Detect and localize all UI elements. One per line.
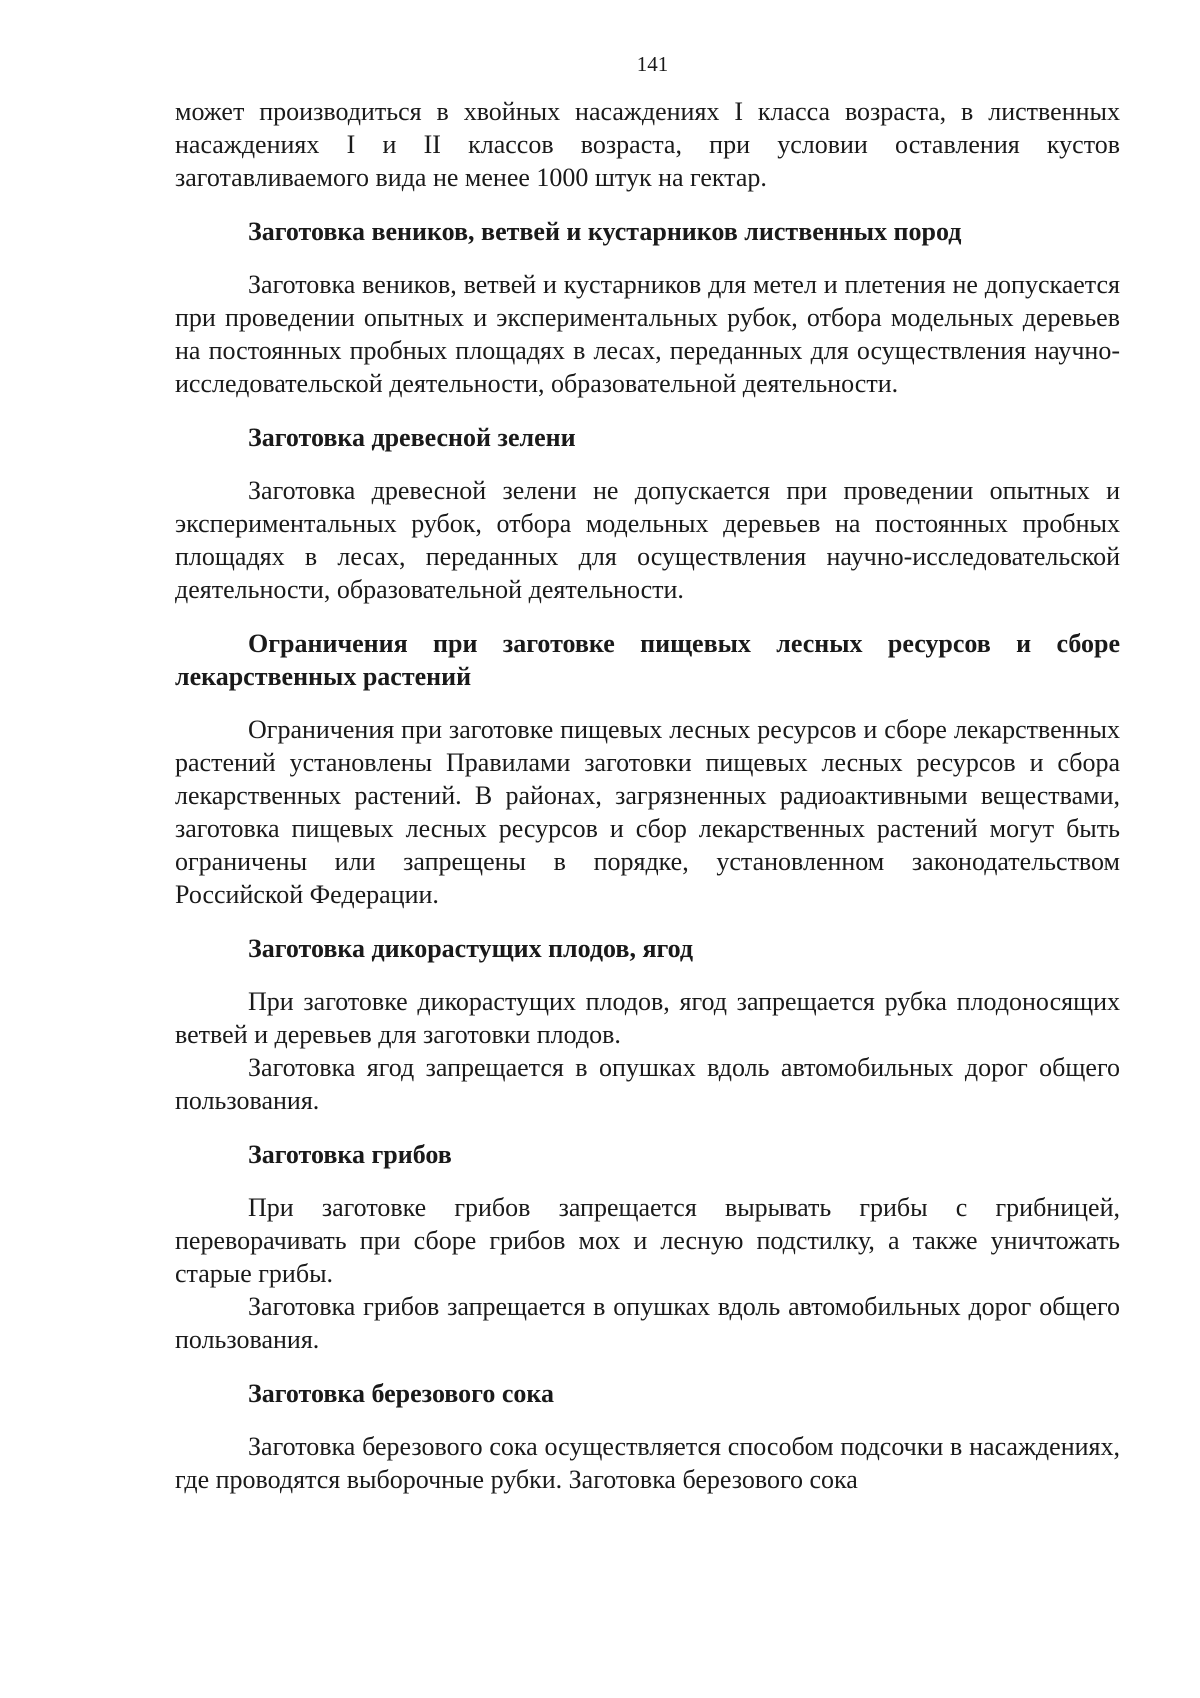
paragraph-greenery: Заготовка древесной зелени не допускается при проведении опытных и экспериментальных рубок, отбора модельных деревьев на постоянных пробных площадях в лесах, переданных для осуществления научно-исследовательской деятельности, образовательной деятельности.: [175, 476, 1120, 604]
paragraph-brooms: Заготовка веников, ветвей и кустарников для метел и плетения не допускается при проведении опытных и экспериментальных рубок, отбора модельных деревьев на постоянных пробных площадях в лесах, переданных для осуществления научно-исследовательской деятельности, образовательной деятельности.: [175, 270, 1120, 398]
section-heading-birch-sap: Заготовка березового сока: [248, 1379, 554, 1408]
document-page: [175, 52, 1120, 1496]
paragraph-mushrooms-2: Заготовка грибов запрещается в опушках вдоль автомобильных дорог общего пользования.: [175, 1292, 1120, 1354]
paragraph-mushrooms-1: При заготовке грибов запрещается вырывать грибы с грибницей, переворачивать при сборе грибов мох и лесную подстилку, а также уничтожать старые грибы.: [175, 1193, 1120, 1288]
paragraph-birch-sap: Заготовка березового сока осуществляется способом подсочки в насаждениях, где проводятся выборочные рубки. Заготовка березового сока: [175, 1432, 1120, 1494]
page-number: 141: [636, 52, 669, 76]
section-heading-brooms: Заготовка веников, ветвей и кустарников лиственных пород: [248, 217, 962, 246]
section-heading-greenery: Заготовка древесной зелени: [248, 423, 576, 452]
paragraph-berries-2: Заготовка ягод запрещается в опушках вдоль автомобильных дорог общего пользования.: [175, 1053, 1120, 1115]
paragraph-continuation: может производиться в хвойных насаждениях I класса возраста, в лиственных насаждениях I и II классов возраста, при условии оставления кустов заготавливаемого вида не менее 1000 штук на гектар.: [175, 97, 1120, 192]
section-heading-mushrooms: Заготовка грибов: [248, 1140, 452, 1169]
paragraph-berries-1: При заготовке дикорастущих плодов, ягод запрещается рубка плодоносящих ветвей и деревьев для заготовки плодов.: [175, 987, 1120, 1049]
paragraph-food-resources: Ограничения при заготовке пищевых лесных ресурсов и сборе лекарственных растений установлены Правилами заготовки пищевых лесных ресурсов и сбора лекарственных растений. В районах, загрязненных радиоактивными веществами, заготовка пищевых лесных ресурсов и сбор лекарственных растений могут быть ограничены или запрещены в порядке, установленном законодательством Российской Федерации.: [175, 715, 1120, 909]
section-heading-berries: Заготовка дикорастущих плодов, ягод: [248, 934, 694, 963]
section-heading-food-resources: Ограничения при заготовке пищевых лесных ресурсов и сборе лекарственных растений: [175, 629, 1120, 691]
